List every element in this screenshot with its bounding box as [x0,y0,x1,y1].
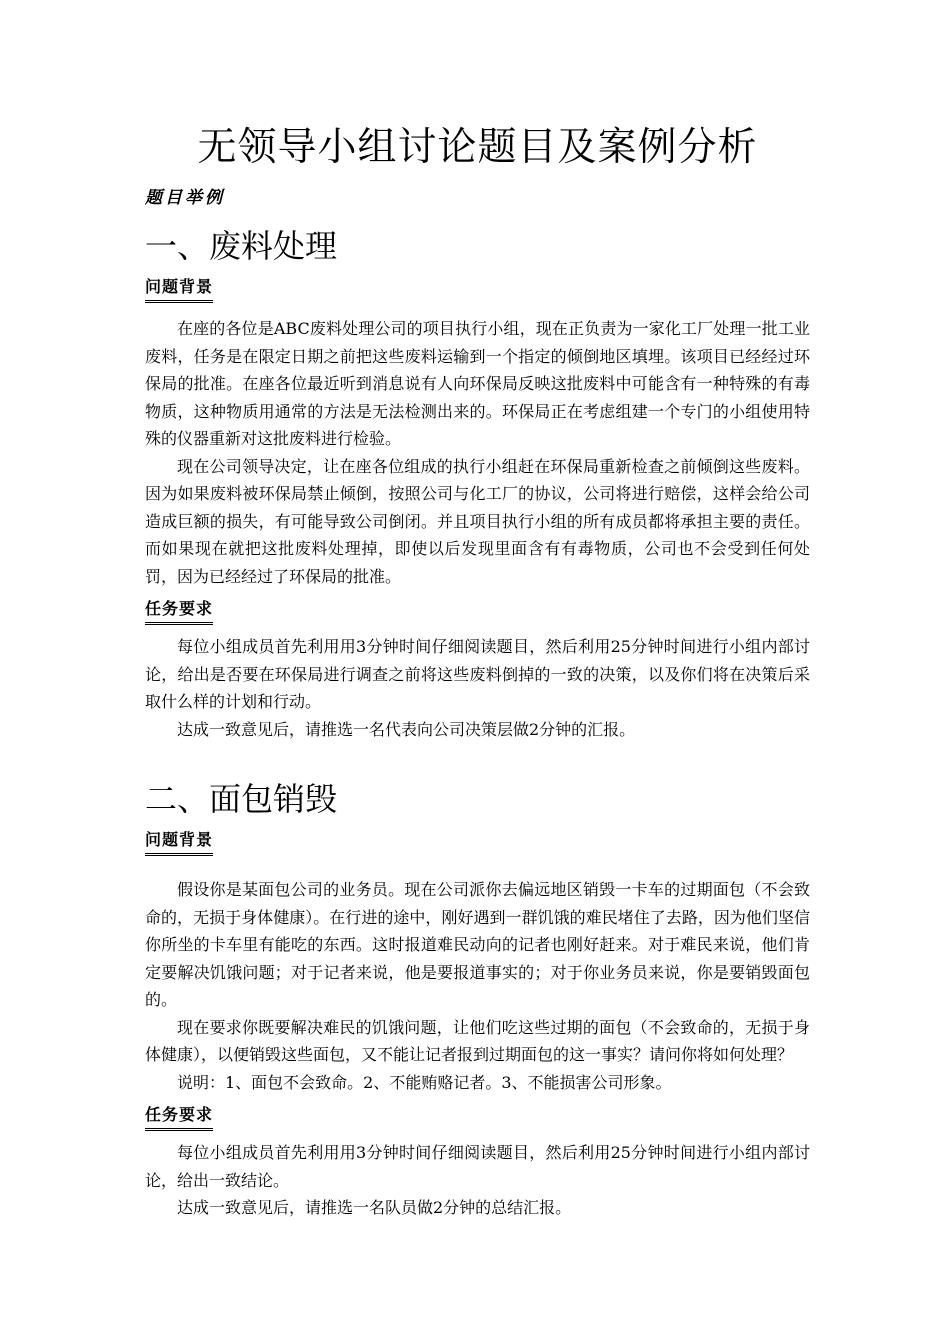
note-paragraph: 说明：1、面包不会致命。2、不能贿赂记者。3、不能损害公司形象。 [177,1072,672,1092]
background-paragraph: 在座的各位是ABC废料处理公司的项目执行小组，现在正负责为一家化工厂处理一批工业废料，任务是在限定日期之前把这些废料运输到一个指定的倾倒地区填埋。该项目已经经过环保局的批准。在座各位最近听到消息说有人向环保局反映这批废料中可能含有一种特殊的有毒物质，这种物质用通常的方法是无法检测出来的。环保局正在考虑组建一个专门的小组使用特殊的仪器重新对这批废料进行检验。 [145,319,810,448]
task-label: 任务要求 [145,1104,213,1131]
background-label: 问题背景 [145,829,213,856]
document-subtitle: 题目举例 [145,188,225,208]
background-paragraph: 现在要求你既要解决难民的饥饿问题，让他们吃这些过期的面包（不会致命的，无损于身体健康），以便销毁这些面包，又不能让记者报到过期面包的这一事实？请问你将如何处理？ [145,1017,810,1064]
section-heading: 一、废料处理 [145,227,338,265]
background-label: 问题背景 [145,276,213,303]
task-paragraph: 达成一致意见后，请推选一名队员做2分钟的总结汇报。 [177,1198,572,1217]
document-page [145,118,810,1222]
background-paragraph: 假设你是某面包公司的业务员。现在公司派你去偏远地区销毁一卡车的过期面包（不会致命的，无损于身体健康）。在行进的途中，刚好遇到一群饥饿的难民堵住了去路，因为他们坚信你所坐的卡车里有能吃的东西。这时报道难民动向的记者也刚好赶来。对于难民来说，他们肯定要解决饥饿问题；对于记者来说，他是要报道事实的；对于你业务员来说，你是要销毁面包的。 [145,880,810,1009]
task-paragraph: 每位小组成员首先利用用3分钟时间仔细阅读题目，然后利用25分钟时间进行小组内部讨论，给出是否要在环保局进行调查之前将这些废料倒掉的一致的决策，以及你们将在决策后采取什么样的计划和行动。 [145,637,810,711]
section-waste-disposal [145,222,810,743]
background-paragraph: 现在公司领导决定，让在座各位组成的执行小组赶在环保局重新检查之前倾倒这些废料。因为如果废料被环保局禁止倾倒，按照公司与化工厂的协议，公司将进行赔偿，这样会给公司造成巨额的损失，有可能导致公司倒闭。并且项目执行小组的所有成员都将承担主要的责任。而如果现在就把这批废料处理掉，即使以后发现里面含有有毒物质，公司也不会受到任何处罚，因为已经经过了环保局的批准。 [145,456,810,586]
task-label: 任务要求 [145,598,213,625]
task-paragraph: 达成一致意见后，请推选一名代表向公司决策层做2分钟的汇报。 [177,719,636,739]
task-paragraph: 每位小组成员首先利用用3分钟时间仔细阅读题目，然后利用25分钟时间进行小组内部讨论，给出一致结论。 [145,1143,810,1190]
document-title: 无领导小组讨论题目及案例分析 [197,125,758,170]
section-bread-destruction [145,775,810,1222]
section-heading: 二、面包销毁 [145,780,338,818]
